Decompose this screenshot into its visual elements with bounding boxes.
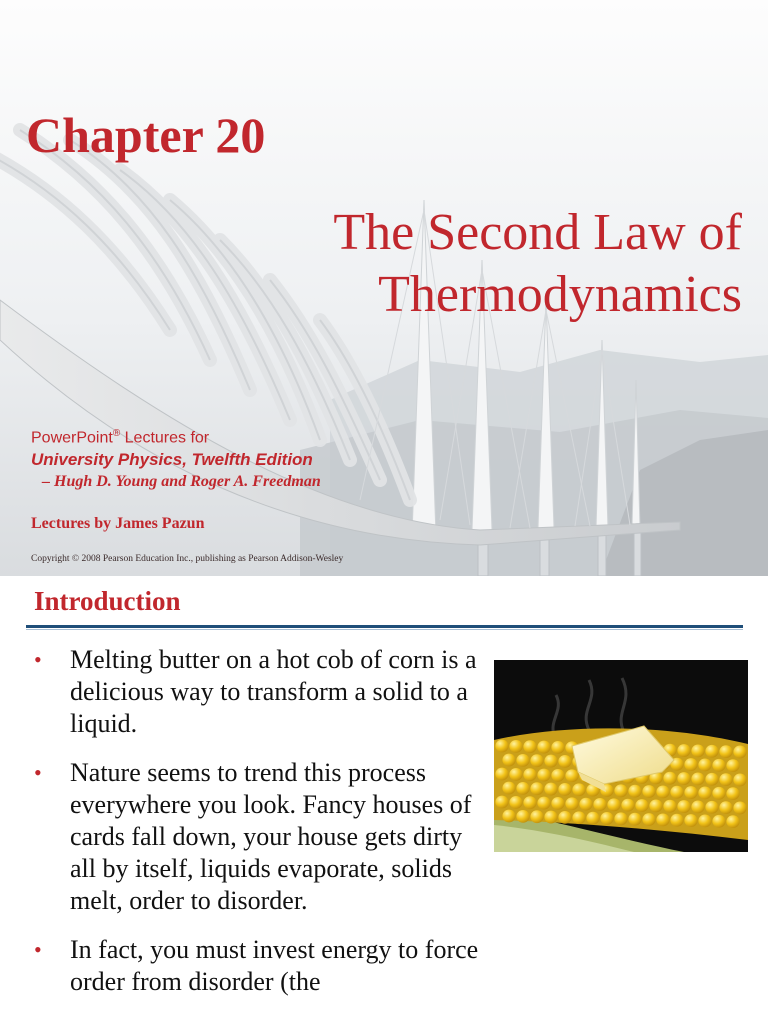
- corn-kernel: [621, 799, 634, 812]
- corn-kernel: [530, 810, 543, 823]
- corn-kernel: [628, 813, 641, 826]
- corn-kernel: [579, 798, 592, 811]
- corn-kernel: [572, 811, 585, 824]
- corn-kernel: [544, 755, 557, 768]
- corn-kernel: [663, 772, 676, 785]
- corn-kernel: [572, 783, 585, 796]
- corn-kernel: [733, 746, 746, 759]
- bullet-item: [34, 757, 484, 917]
- corn-kernel: [698, 787, 711, 800]
- corn-kernel: [509, 796, 522, 809]
- introduction-heading: Introduction: [34, 586, 181, 616]
- corn-kernel: [705, 773, 718, 786]
- corn-kernel: [516, 782, 529, 795]
- corn-kernel: [642, 813, 655, 826]
- corn-kernel: [509, 740, 522, 753]
- corn-kernel: [726, 815, 739, 828]
- corn-kernel: [537, 769, 550, 782]
- corn-kernel: [509, 768, 522, 781]
- bullet-text: In fact, you must invest energy to force order from disorder (the: [70, 935, 479, 996]
- corn-kernel: [677, 744, 690, 757]
- slide-title-line-1: The Second Law of: [333, 204, 742, 261]
- corn-kernel: [677, 772, 690, 785]
- corn-kernel: [530, 782, 543, 795]
- corn-kernel: [558, 755, 571, 768]
- powerpoint-label: PowerPoint: [31, 429, 113, 447]
- corn-kernel: [698, 815, 711, 828]
- corn-kernel: [726, 787, 739, 800]
- corn-kernel: [635, 799, 648, 812]
- corn-kernel: [656, 785, 669, 798]
- corn-kernel: [628, 785, 641, 798]
- corn-kernel: [719, 773, 732, 786]
- corn-kernel: [516, 754, 529, 767]
- bullet-text: Nature seems to trend this process everywhere you look. Fancy houses of cards fall down, your house gets dirty all by itself, liquids evaporate, solids melt, order to disorder.: [70, 758, 472, 915]
- corn-kernel: [670, 786, 683, 799]
- corn-kernel: [502, 810, 515, 823]
- slide-title-line-2: Thermodynamics: [378, 266, 742, 323]
- powerpoint-lectures-line: [31, 428, 209, 447]
- corn-kernel: [607, 798, 620, 811]
- buttered-corn-photo: [494, 660, 748, 852]
- corn-kernel: [698, 759, 711, 772]
- corn-cob-image: [494, 660, 748, 852]
- corn-kernel: [663, 800, 676, 813]
- corn-kernel: [670, 814, 683, 827]
- corn-kernel: [523, 796, 536, 809]
- corn-kernel: [712, 815, 725, 828]
- corn-kernel: [719, 801, 732, 814]
- bullet-list: [34, 644, 484, 1015]
- corn-kernel: [726, 759, 739, 772]
- corn-kernel: [684, 814, 697, 827]
- corn-kernel: [649, 799, 662, 812]
- corn-kernel: [558, 811, 571, 824]
- corn-kernel: [502, 782, 515, 795]
- corn-kernel: [558, 783, 571, 796]
- corn-kernel: [733, 802, 746, 815]
- corn-kernel: [586, 812, 599, 825]
- corn-kernel: [502, 754, 515, 767]
- bullet-icon: •: [34, 937, 42, 962]
- corn-kernel: [712, 787, 725, 800]
- corn-kernel: [684, 786, 697, 799]
- corn-kernel: [544, 783, 557, 796]
- corn-kernel: [600, 812, 613, 825]
- chapter-title: Chapter 20: [26, 107, 266, 163]
- corn-kernel: [712, 759, 725, 772]
- corn-kernel: [537, 797, 550, 810]
- corn-kernel: [530, 754, 543, 767]
- corn-kernel: [691, 801, 704, 814]
- corn-kernel: [523, 768, 536, 781]
- registered-mark: ®: [112, 428, 121, 439]
- introduction-slide: [0, 576, 768, 1024]
- corn-kernel: [495, 740, 508, 753]
- corn-kernel: [551, 769, 564, 782]
- corn-kernel: [642, 785, 655, 798]
- corn-kernel: [551, 797, 564, 810]
- lecturer-credit: Lectures by James Pazun: [31, 515, 205, 532]
- book-authors: – Hugh D. Young and Roger A. Freedman: [42, 473, 321, 490]
- corn-kernel: [719, 745, 732, 758]
- corn-kernel: [495, 796, 508, 809]
- corn-kernel: [705, 745, 718, 758]
- corn-kernel: [691, 773, 704, 786]
- corn-kernel: [523, 740, 536, 753]
- corn-kernel: [565, 797, 578, 810]
- bullet-text: Melting butter on a hot cob of corn is a delicious way to transform a solid to a liquid.: [70, 645, 477, 738]
- book-title: University Physics, Twelfth Edition: [31, 450, 313, 469]
- heading-divider: [26, 625, 743, 628]
- slide-title: [182, 202, 742, 326]
- corn-kernel: [551, 741, 564, 754]
- corn-kernel: [593, 798, 606, 811]
- corn-kernel: [691, 745, 704, 758]
- corn-kernel: [495, 768, 508, 781]
- bullet-icon: •: [34, 760, 42, 785]
- bullet-icon: •: [34, 647, 42, 672]
- corn-kernel: [565, 769, 578, 782]
- corn-kernel: [614, 812, 627, 825]
- corn-kernel: [544, 811, 557, 824]
- corn-kernel: [677, 800, 690, 813]
- bullet-item: [34, 934, 484, 998]
- bullet-item: [34, 644, 484, 740]
- corn-kernel: [614, 784, 627, 797]
- corn-kernel: [705, 801, 718, 814]
- copyright-notice: Copyright © 2008 Pearson Education Inc., publishing as Pearson Addison-Wesley: [31, 554, 344, 564]
- corn-kernel: [516, 810, 529, 823]
- corn-kernel: [684, 758, 697, 771]
- corn-kernel: [656, 813, 669, 826]
- corn-kernel: [733, 774, 746, 787]
- corn-kernel: [537, 741, 550, 754]
- lectures-for-label: Lectures for: [120, 429, 210, 447]
